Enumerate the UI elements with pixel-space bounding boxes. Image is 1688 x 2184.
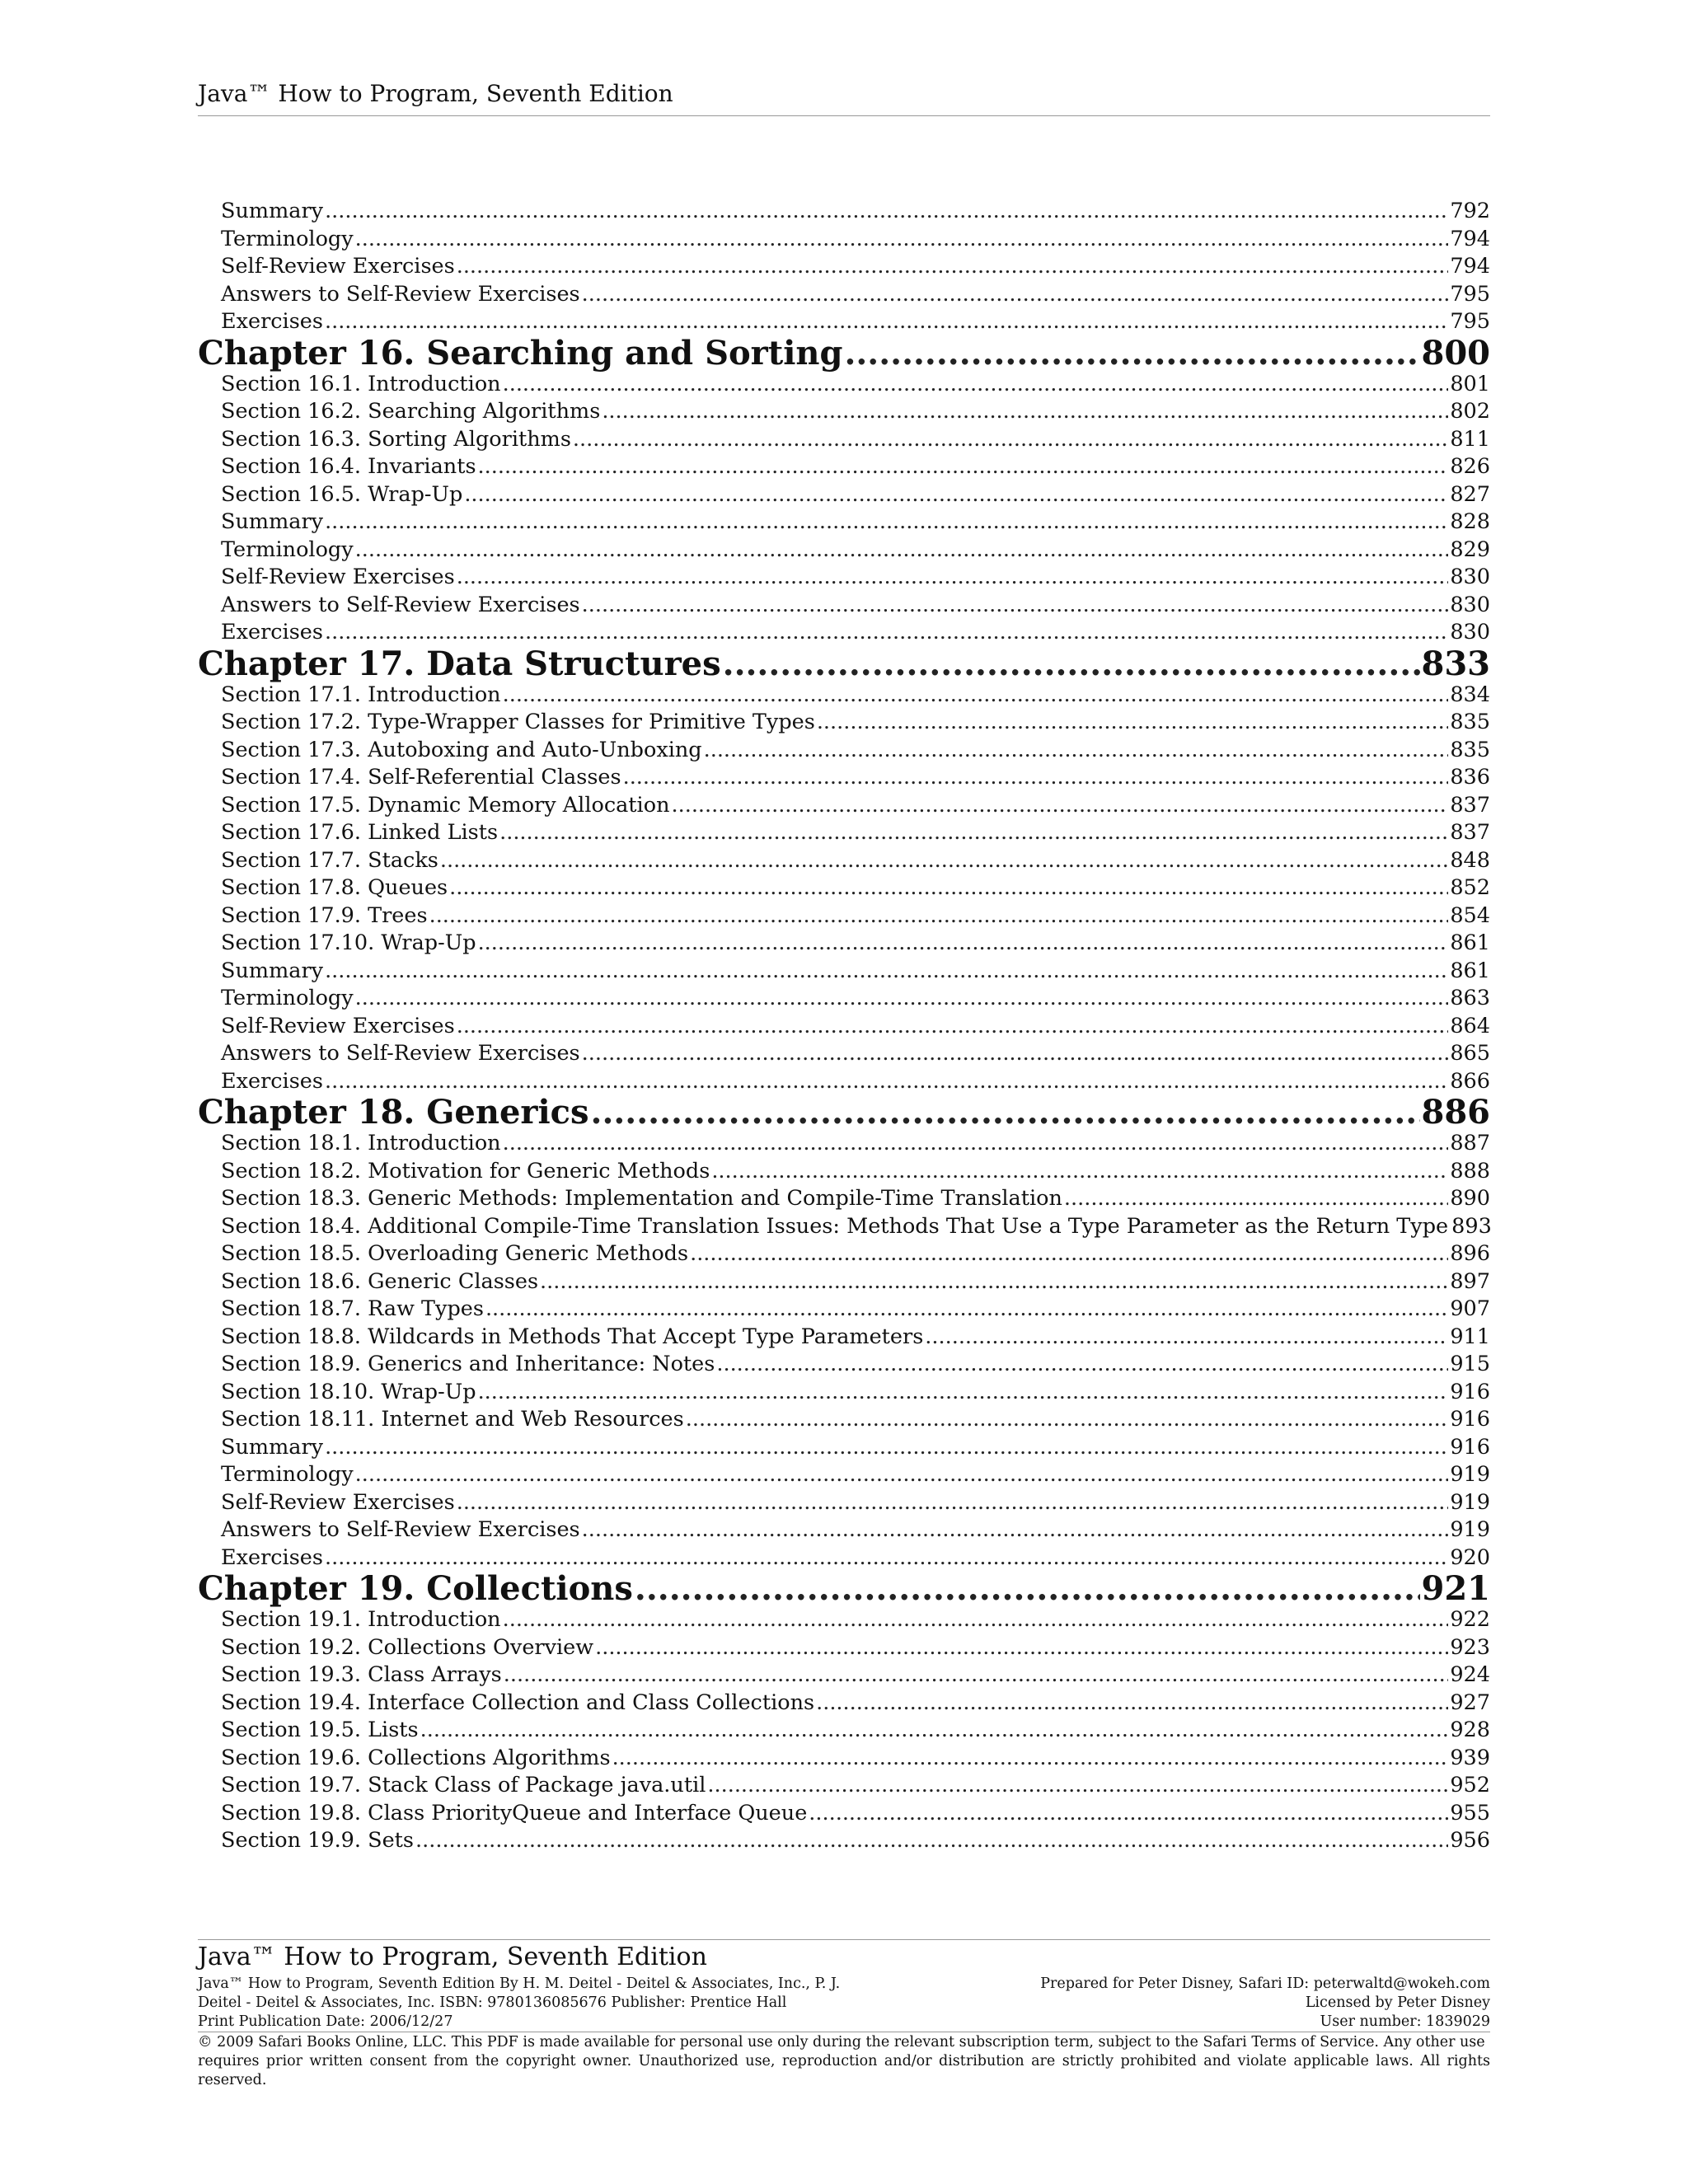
toc-entry-title: Answers to Self-Review Exercises: [221, 1517, 580, 1542]
toc-entry-page-number: 923: [1450, 1634, 1490, 1660]
toc-section-entry[interactable]: [198, 1516, 1490, 1544]
toc-entry-page-number: 864: [1450, 1013, 1490, 1038]
toc-dot-leader: [449, 874, 1448, 902]
toc-entry-title: Answers to Self-Review Exercises: [221, 592, 580, 617]
toc-entry-page-number: 830: [1450, 565, 1490, 589]
toc-dot-leader: [595, 1634, 1448, 1662]
toc-section-entry[interactable]: [198, 792, 1490, 820]
toc-section-entry[interactable]: [198, 619, 1490, 647]
toc-entry-page-number: 922: [1450, 1607, 1490, 1632]
toc-dot-leader: [325, 308, 1448, 336]
toc-entry-page-number: 919: [1450, 1489, 1490, 1515]
toc-section-entry[interactable]: [198, 737, 1490, 765]
footer-license-info: [913, 1975, 1490, 2032]
toc-entry-page-number: 886: [1421, 1093, 1490, 1132]
toc-section-entry[interactable]: [198, 1606, 1490, 1634]
toc-dot-leader: [582, 281, 1449, 309]
toc-entry-page-number: 830: [1450, 620, 1490, 644]
toc-entry-page-number: 854: [1450, 902, 1490, 928]
toc-entry-title: Section 16.2. Searching Algorithms: [221, 399, 601, 424]
toc-section-entry[interactable]: [198, 1013, 1490, 1041]
toc-entry-title: Summary: [221, 1434, 324, 1460]
toc-section-entry[interactable]: [198, 481, 1490, 509]
toc-section-entry[interactable]: [198, 1827, 1490, 1855]
toc-dot-leader: [690, 1240, 1448, 1268]
toc-entry-title: Section 18.7. Raw Types: [221, 1296, 484, 1321]
toc-entry-title: Section 17.3. Autoboxing and Auto-Unboxing: [221, 737, 702, 762]
toc-dot-leader: [429, 902, 1449, 930]
toc-entry-page-number: 916: [1450, 1379, 1490, 1404]
toc-dot-leader: [711, 1158, 1448, 1186]
toc-entry-page-number: 921: [1421, 1569, 1490, 1608]
toc-dot-leader: [1064, 1185, 1448, 1213]
toc-entry-title: Section 18.1. Introduction: [221, 1131, 501, 1155]
toc-section-entry[interactable]: [198, 1434, 1490, 1462]
toc-section-entry[interactable]: [198, 874, 1490, 902]
toc-entry-title: Section 19.8. Class PriorityQueue and Interface Queue: [221, 1800, 808, 1825]
toc-dot-leader: [809, 1800, 1448, 1828]
toc-entry-page-number: 830: [1450, 592, 1490, 617]
toc-chapter-entry[interactable]: [198, 644, 1490, 683]
toc-entry-page-number: 920: [1450, 1544, 1490, 1570]
toc-entry-title: Self-Review Exercises: [221, 1489, 455, 1515]
toc-dot-leader: [716, 1351, 1448, 1379]
toc-entry-page-number: 916: [1450, 1407, 1490, 1432]
toc-dot-leader: [440, 847, 1448, 875]
toc-entry-title: Section 17.6. Linked Lists: [221, 820, 499, 845]
toc-section-entry[interactable]: [198, 1240, 1490, 1268]
toc-entry-page-number: 915: [1450, 1352, 1490, 1376]
toc-section-entry[interactable]: [198, 682, 1490, 710]
page-header-title: Java™ How to Program, Seventh Edition: [198, 80, 673, 107]
toc-entry-title: Section 16.3. Sorting Algorithms: [221, 426, 571, 452]
toc-dot-leader: [485, 1296, 1448, 1324]
toc-entry-page-number: 924: [1450, 1662, 1490, 1687]
toc-entry-title: Section 18.9. Generics and Inheritance: Notes: [221, 1352, 715, 1376]
toc-entry-page-number: 795: [1450, 281, 1490, 307]
toc-chapter-entry[interactable]: [198, 1569, 1490, 1608]
toc-entry-title: Section 19.3. Class Arrays: [221, 1662, 502, 1687]
toc-section-entry[interactable]: [198, 1690, 1490, 1718]
toc-dot-leader: [503, 682, 1449, 710]
toc-section-entry[interactable]: [198, 1717, 1490, 1745]
toc-entry-title: Section 16.1. Introduction: [221, 371, 501, 396]
toc-entry-page-number: 956: [1450, 1828, 1490, 1853]
toc-section-entry[interactable]: [198, 819, 1490, 847]
toc-dot-leader: [686, 1406, 1449, 1434]
toc-dot-leader: [591, 1095, 1420, 1130]
toc-entry-title: Chapter 18. Generics: [198, 1093, 589, 1132]
toc-dot-leader: [415, 1827, 1448, 1855]
toc-entry-page-number: 792: [1450, 199, 1490, 223]
toc-entry-page-number: 952: [1450, 1773, 1490, 1797]
toc-entry-title: Section 19.7. Stack Class of Package java.util: [221, 1773, 706, 1797]
toc-dot-leader: [504, 1661, 1449, 1690]
toc-section-entry[interactable]: [198, 226, 1490, 254]
toc-entry-title: Section 19.2. Collections Overview: [221, 1634, 594, 1660]
toc-entry-page-number: 890: [1450, 1186, 1490, 1211]
toc-entry-title: Section 18.2. Motivation for Generic Methods: [221, 1158, 710, 1183]
toc-entry-title: Chapter 17. Data Structures: [198, 644, 721, 683]
toc-entry-title: Section 19.1. Introduction: [221, 1607, 501, 1632]
toc-entry-page-number: 794: [1450, 254, 1490, 279]
toc-entry-title: Answers to Self-Review Exercises: [221, 1041, 580, 1066]
toc-dot-leader: [602, 398, 1448, 426]
toc-entry-title: Section 17.4. Self-Referential Classes: [221, 765, 621, 790]
toc-dot-leader: [503, 1606, 1449, 1634]
toc-entry-title: Exercises: [221, 1544, 323, 1570]
toc-entry-page-number: 861: [1450, 958, 1490, 983]
toc-dot-leader: [612, 1745, 1449, 1773]
toc-entry-title: Summary: [221, 509, 324, 534]
toc-section-entry[interactable]: [198, 1185, 1490, 1213]
toc-dot-leader: [582, 1040, 1449, 1068]
toc-dot-leader: [925, 1324, 1448, 1352]
toc-dot-leader: [503, 1130, 1449, 1158]
toc-entry-page-number: 801: [1450, 371, 1490, 396]
toc-dot-leader: [844, 336, 1419, 371]
toc-entry-page-number: 852: [1450, 875, 1490, 900]
toc-entry-page-number: 834: [1450, 682, 1490, 707]
toc-entry-page-number: 863: [1450, 986, 1490, 1010]
toc-entry-title: Terminology: [221, 537, 354, 562]
footer-publication-info: [198, 1975, 940, 2032]
toc-section-entry[interactable]: [198, 281, 1490, 309]
toc-entry-title: Answers to Self-Review Exercises: [221, 281, 580, 307]
toc-entry-title: Terminology: [221, 226, 354, 251]
toc-entry-page-number: 833: [1421, 644, 1490, 683]
toc-dot-leader: [582, 592, 1449, 620]
toc-section-entry[interactable]: [198, 1040, 1490, 1068]
footer-publication-line: Java™ How to Program, Seventh Edition By H. M. Deitel - Deitel & Associates, Inc., P. J.: [198, 1975, 841, 1992]
toc-entry-title: Section 16.4. Invariants: [221, 454, 476, 479]
toc-entry-title: Terminology: [221, 986, 354, 1010]
toc-section-entry[interactable]: [198, 1130, 1490, 1158]
toc-dot-leader: [503, 371, 1449, 399]
toc-entry-page-number: 928: [1450, 1718, 1490, 1742]
toc-entry-page-number: 919: [1450, 1462, 1490, 1487]
toc-entry-title: Exercises: [221, 309, 323, 334]
toc-entry-page-number: 916: [1450, 1434, 1490, 1460]
toc-section-entry[interactable]: [198, 398, 1490, 426]
toc-entry-page-number: 861: [1450, 930, 1490, 955]
toc-section-entry[interactable]: [198, 958, 1490, 986]
toc-dot-leader: [325, 198, 1448, 226]
toc-entry-page-number: 802: [1450, 399, 1490, 424]
toc-entry-page-number: 835: [1450, 737, 1490, 762]
toc-dot-leader: [325, 1434, 1448, 1462]
toc-section-entry[interactable]: [198, 1634, 1490, 1662]
toc-entry-title: Summary: [221, 199, 324, 223]
toc-dot-leader: [478, 1379, 1449, 1407]
toc-entry-page-number: 837: [1450, 820, 1490, 845]
toc-dot-leader: [540, 1268, 1448, 1296]
toc-section-entry[interactable]: [198, 198, 1490, 226]
toc-dot-leader: [623, 764, 1449, 792]
table-of-contents: [198, 198, 1490, 1855]
toc-entry-title: Section 17.2. Type-Wrapper Classes for Primitive Types: [221, 710, 815, 734]
toc-section-entry[interactable]: [198, 592, 1490, 620]
toc-entry-title: Chapter 16. Searching and Sorting: [198, 333, 843, 373]
toc-dot-leader: [325, 509, 1448, 537]
toc-entry-title: Exercises: [221, 620, 323, 644]
toc-entry-page-number: 837: [1450, 792, 1490, 818]
toc-entry-title: Section 16.5. Wrap-Up: [221, 481, 463, 507]
toc-section-entry[interactable]: [198, 930, 1490, 958]
toc-entry-title: Chapter 19. Collections: [198, 1569, 633, 1608]
toc-entry-page-number: 794: [1450, 226, 1490, 251]
toc-dot-leader: [355, 1461, 1449, 1489]
toc-entry-page-number: 795: [1450, 309, 1490, 334]
toc-section-entry[interactable]: [198, 308, 1490, 336]
toc-entry-title: Section 18.11. Internet and Web Resources: [221, 1407, 684, 1432]
toc-entry-page-number: 888: [1450, 1158, 1490, 1183]
toc-entry-page-number: 829: [1450, 537, 1490, 562]
toc-dot-leader: [704, 737, 1449, 765]
toc-section-entry[interactable]: [198, 985, 1490, 1013]
toc-entry-page-number: 927: [1450, 1690, 1490, 1715]
header-divider: [198, 115, 1490, 116]
toc-section-entry[interactable]: [198, 1351, 1490, 1379]
toc-entry-title: Section 17.10. Wrap-Up: [221, 930, 476, 955]
toc-section-entry[interactable]: [198, 1268, 1490, 1296]
toc-entry-title: Section 18.3. Generic Methods: Implementation and Compile-Time Translation: [221, 1186, 1062, 1211]
toc-section-entry[interactable]: [198, 1800, 1490, 1828]
footer-license-line: Licensed by Peter Disney: [1305, 1994, 1490, 2011]
toc-dot-leader: [325, 619, 1448, 647]
toc-entry-title: Self-Review Exercises: [221, 565, 455, 589]
toc-section-entry[interactable]: [198, 1296, 1490, 1324]
toc-entry-title: Section 18.10. Wrap-Up: [221, 1379, 476, 1404]
toc-section-entry[interactable]: [198, 1489, 1490, 1517]
toc-dot-leader: [499, 819, 1448, 847]
toc-section-entry[interactable]: [198, 902, 1490, 930]
toc-section-entry[interactable]: [198, 847, 1490, 875]
toc-section-entry[interactable]: [198, 426, 1490, 454]
toc-entry-page-number: 893: [1451, 1213, 1492, 1239]
toc-entry-title: Summary: [221, 958, 324, 983]
toc-chapter-entry[interactable]: [198, 1095, 1490, 1130]
toc-entry-title: Self-Review Exercises: [221, 254, 455, 279]
toc-entry-title: Section 19.5. Lists: [221, 1718, 419, 1742]
toc-dot-leader: [573, 426, 1448, 454]
toc-section-entry[interactable]: [198, 453, 1490, 481]
toc-entry-title: Self-Review Exercises: [221, 1013, 455, 1038]
toc-dot-leader: [672, 792, 1449, 820]
toc-dot-leader: [478, 453, 1449, 481]
toc-dot-leader: [325, 958, 1448, 986]
toc-entry-title: Section 18.6. Generic Classes: [221, 1268, 539, 1294]
toc-section-entry[interactable]: [198, 1324, 1490, 1352]
toc-dot-leader: [817, 709, 1449, 737]
toc-entry-title: Section 18.5. Overloading Generic Methods: [221, 1241, 689, 1266]
footer-license-line: User number: 1839029: [1320, 2013, 1490, 2030]
toc-entry-page-number: 827: [1450, 481, 1490, 507]
toc-chapter-entry[interactable]: [198, 333, 1490, 373]
toc-section-entry[interactable]: [198, 1406, 1490, 1434]
toc-dot-leader: [420, 1717, 1449, 1745]
footer-publication-line: Print Publication Date: 2006/12/27: [198, 2013, 453, 2030]
toc-entry-page-number: 919: [1450, 1517, 1490, 1542]
toc-dot-leader: [457, 1013, 1449, 1041]
footer-divider: [198, 1939, 1490, 1940]
toc-entry-page-number: 848: [1450, 847, 1490, 873]
toc-entry-page-number: 811: [1450, 426, 1490, 452]
toc-dot-leader: [464, 481, 1448, 509]
toc-section-entry[interactable]: [198, 509, 1490, 537]
toc-dot-leader: [355, 985, 1449, 1013]
toc-dot-leader: [457, 253, 1449, 281]
toc-entry-page-number: 911: [1450, 1324, 1490, 1349]
toc-entry-title: Section 19.9. Sets: [221, 1828, 415, 1853]
toc-entry-page-number: 896: [1450, 1241, 1490, 1266]
toc-entry-page-number: 907: [1450, 1296, 1490, 1321]
footer-license-line: Prepared for Peter Disney, Safari ID: peterwaltd@wokeh.com: [1040, 1975, 1490, 1992]
toc-section-entry[interactable]: [198, 564, 1490, 592]
toc-dot-leader: [723, 647, 1420, 682]
copyright-line: requires prior written consent from the copyright owner. Unauthorized use, reproduction and/or distribution are strictly prohibited and violate applicable laws. All rights reserved.: [198, 2053, 1490, 2088]
toc-entry-page-number: 826: [1450, 454, 1490, 479]
toc-section-entry[interactable]: [198, 1544, 1490, 1572]
toc-entry-title: Section 17.5. Dynamic Memory Allocation: [221, 792, 670, 818]
toc-section-entry[interactable]: [198, 371, 1490, 399]
toc-dot-leader: [457, 1489, 1449, 1517]
toc-section-entry[interactable]: [198, 1213, 1490, 1241]
toc-dot-leader: [582, 1516, 1449, 1544]
toc-entry-title: Section 17.7. Stacks: [221, 847, 438, 873]
toc-entry-title: Terminology: [221, 1462, 354, 1487]
toc-section-entry[interactable]: [198, 1068, 1490, 1096]
toc-entry-page-number: 866: [1450, 1068, 1490, 1094]
toc-entry-page-number: 897: [1450, 1268, 1490, 1294]
toc-dot-leader: [355, 537, 1449, 565]
toc-entry-title: Section 18.8. Wildcards in Methods That Accept Type Parameters: [221, 1324, 924, 1349]
copyright-notice: [198, 2033, 1490, 2090]
toc-section-entry[interactable]: [198, 537, 1490, 565]
toc-section-entry[interactable]: [198, 709, 1490, 737]
toc-entry-title: Section 17.9. Trees: [221, 902, 428, 928]
toc-section-entry[interactable]: [198, 1745, 1490, 1773]
toc-entry-page-number: 939: [1450, 1745, 1490, 1770]
toc-entry-page-number: 836: [1450, 765, 1490, 790]
toc-dot-leader: [325, 1068, 1448, 1096]
toc-section-entry[interactable]: [198, 1379, 1490, 1407]
toc-section-entry[interactable]: [198, 253, 1490, 281]
toc-dot-leader: [635, 1572, 1420, 1606]
footer-book-title: Java™ How to Program, Seventh Edition: [198, 1943, 707, 1971]
toc-section-entry[interactable]: [198, 764, 1490, 792]
toc-entry-page-number: 955: [1450, 1800, 1490, 1825]
toc-dot-leader: [816, 1690, 1448, 1718]
toc-dot-leader: [457, 564, 1449, 592]
toc-dot-leader: [707, 1772, 1448, 1800]
toc-entry-page-number: 865: [1450, 1041, 1490, 1066]
toc-dot-leader: [325, 1544, 1448, 1572]
toc-entry-title: Section 19.4. Interface Collection and Class Collections: [221, 1690, 815, 1715]
toc-section-entry[interactable]: [198, 1772, 1490, 1800]
toc-entry-title: Exercises: [221, 1068, 323, 1094]
toc-entry-title: Section 17.8. Queues: [221, 875, 448, 900]
toc-entry-page-number: 887: [1450, 1131, 1490, 1155]
toc-entry-page-number: 800: [1421, 333, 1490, 373]
footer-publication-line: Deitel - Deitel & Associates, Inc. ISBN: 9780136085676 Publisher: Prentice Hall: [198, 1994, 787, 2011]
toc-entry-title: Section 19.6. Collections Algorithms: [221, 1745, 611, 1770]
toc-entry-title: Section 18.4. Additional Compile-Time Translation Issues: Methods That Use a Type Parameter as the Return Type: [221, 1213, 1449, 1239]
toc-section-entry[interactable]: [198, 1661, 1490, 1690]
toc-dot-leader: [355, 226, 1449, 254]
toc-entry-page-number: 835: [1450, 710, 1490, 734]
toc-entry-title: Section 17.1. Introduction: [221, 682, 501, 707]
toc-dot-leader: [478, 930, 1449, 958]
copyright-line: © 2009 Safari Books Online, LLC. This PDF is made available for personal use only during the relevant subscription term, subject to the Safari Terms of Service. Any other use: [198, 2034, 1485, 2050]
toc-section-entry[interactable]: [198, 1158, 1490, 1186]
toc-entry-page-number: 828: [1450, 509, 1490, 534]
toc-section-entry[interactable]: [198, 1461, 1490, 1489]
